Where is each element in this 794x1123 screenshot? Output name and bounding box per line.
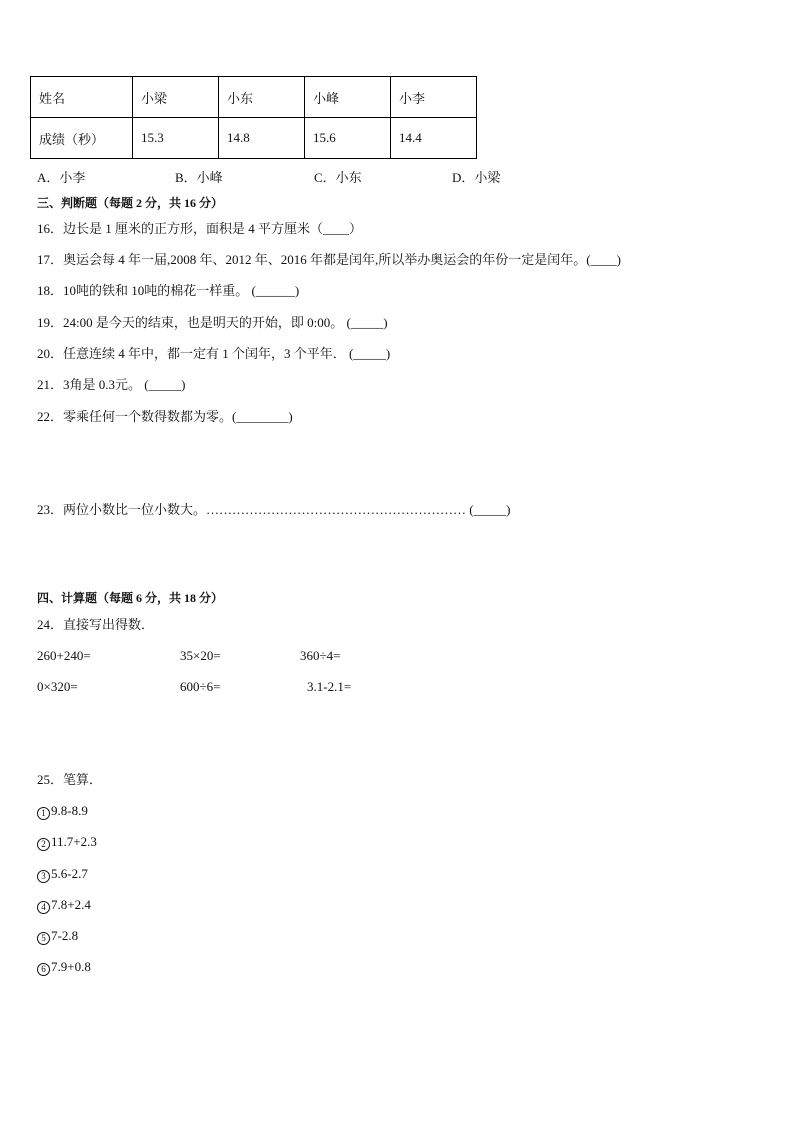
question-22: 22．零乘任何一个数得数都为零。(________): [37, 409, 293, 424]
question-20: 20．任意连续 4 年中，都一定有 1 个闰年，3 个平年． (_____): [37, 346, 391, 361]
table-cell: 14.8: [219, 118, 305, 159]
question-25-title: 25．笔算．: [37, 772, 103, 787]
written-calc: [37, 803, 88, 820]
question-18: 18．10吨的铁和 10吨的棉花一样重。 (______): [37, 283, 300, 298]
written-calc: [37, 928, 78, 945]
question-21: 21．3角是 0.3元。 (_____): [37, 377, 186, 392]
circled-number: 1: [37, 807, 50, 820]
oral-calc: 600÷6=: [180, 679, 221, 694]
section-title: 四、计算题（每题 6 分，共 18 分）: [37, 591, 224, 605]
question-24-title: 24．直接写出得数．: [37, 617, 155, 632]
table-cell: 姓名: [31, 77, 133, 118]
expression: 11.7+2.3: [51, 834, 97, 849]
question-23: 23．两位小数比一位小数大。…………………………………………………… (_____): [37, 502, 511, 517]
oral-calc: 360÷4=: [300, 648, 341, 663]
score-table: [30, 76, 477, 159]
oral-calc: 0×320=: [37, 679, 78, 694]
question-19: 19．24:00 是今天的结束，也是明天的开始，即 0:00。 (_____): [37, 315, 388, 330]
circled-number: 2: [37, 838, 50, 851]
expression: 7-2.8: [51, 928, 79, 943]
expression: 7.8+2.4: [51, 897, 91, 912]
choice-d: D．小梁: [452, 170, 501, 185]
section-title: 三、判断题（每题 2 分，共 16 分）: [37, 196, 224, 210]
circled-number: 5: [37, 932, 50, 945]
written-calc: [37, 866, 88, 883]
choice-c: C．小东: [314, 170, 362, 185]
table-cell: 14.4: [391, 118, 477, 159]
table-row: [31, 77, 477, 118]
choice-a: A．小李: [37, 170, 86, 185]
table-cell: 成绩（秒）: [31, 118, 133, 159]
expression: 7.9+0.8: [51, 959, 91, 974]
table-cell: 小峰: [305, 77, 391, 118]
question-17: 17．奥运会每 4 年一届,2008 年、2012 年、2016 年都是闰年,所以举办奥运会的年份一定是闰年。(____): [37, 252, 621, 267]
table-cell: 小梁: [133, 77, 219, 118]
question-16: 16．边长是 1 厘米的正方形，面积是 4 平方厘米（____）: [37, 221, 363, 236]
written-calc: [37, 834, 97, 851]
table-cell: 15.6: [305, 118, 391, 159]
table-cell: 小李: [391, 77, 477, 118]
table-cell: 15.3: [133, 118, 219, 159]
table-cell: 小东: [219, 77, 305, 118]
expression: 5.6-2.7: [51, 866, 88, 881]
circled-number: 6: [37, 963, 50, 976]
table-row: [31, 118, 477, 159]
expression: 9.8-8.9: [51, 803, 88, 818]
oral-calc: 3.1-2.1=: [307, 679, 352, 694]
oral-calc: 35×20=: [180, 648, 221, 663]
circled-number: 4: [37, 901, 50, 914]
oral-calc: 260+240=: [37, 648, 91, 663]
circled-number: 3: [37, 870, 50, 883]
written-calc: [37, 897, 91, 914]
choice-b: B．小峰: [175, 170, 223, 185]
written-calc: [37, 959, 91, 976]
